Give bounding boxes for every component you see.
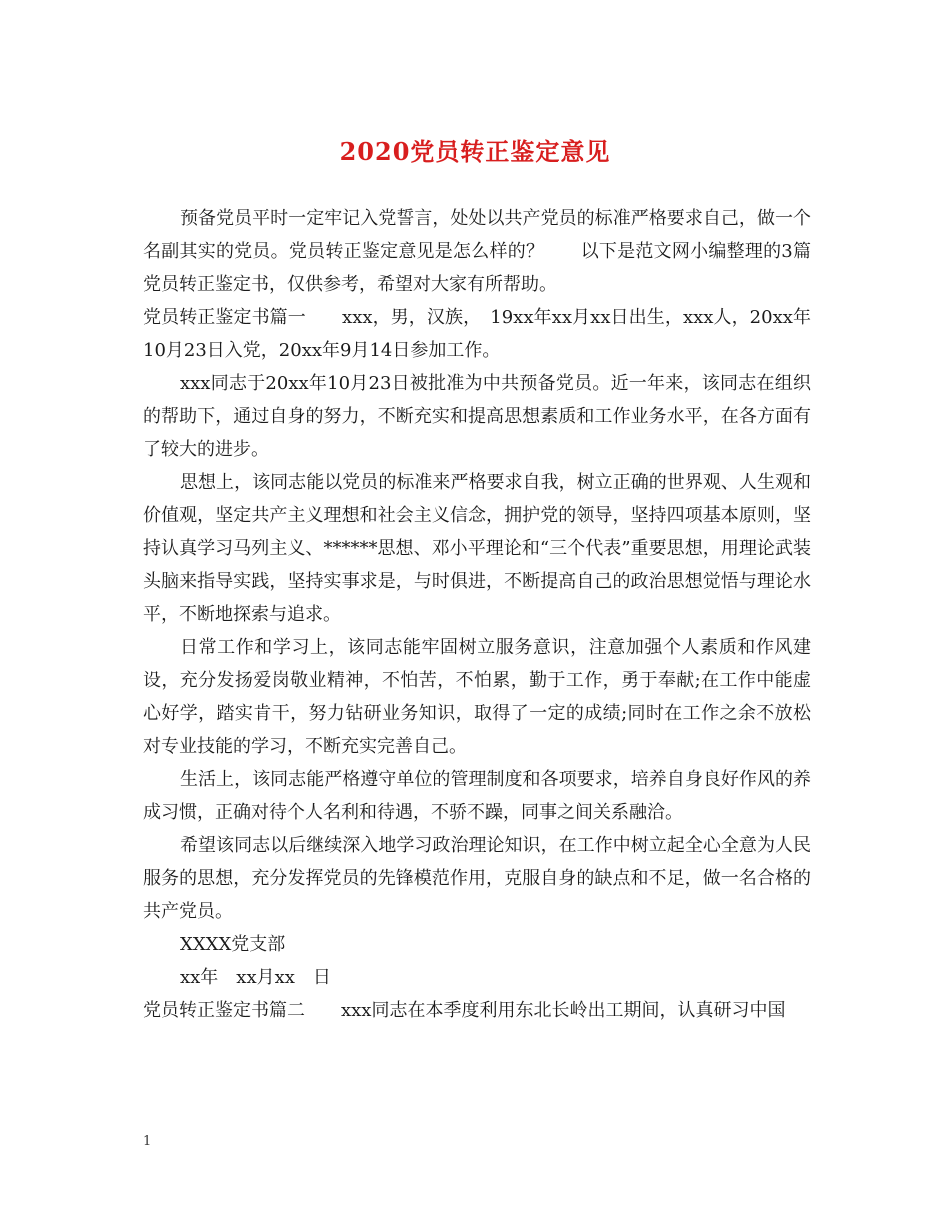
document-title: 2020党员转正鉴定意见 xyxy=(339,137,611,166)
page-number: 1 xyxy=(143,1134,152,1149)
paragraph-section-two-header: 党员转正鉴定书篇二 xxx同志在本季度利用东北长岭出工期间，认真研习中国 xyxy=(143,1000,786,1021)
paragraph-intro: 预备党员平时一定牢记入党誓言，处处以共产党员的标准严格要求自己，做一个名副其实的党员。党员转正鉴定意见是怎么样的？ 以下是范文网小编整理的3篇党员转正鉴定书，仅供参考，希望对大家有所帮助。 xyxy=(143,208,811,295)
paragraph-ideology: 思想上，该同志能以党员的标准来严格要求自我，树立正确的世界观、人生观和价值观，坚定共产主义理想和社会主义信念，拥护党的领导，坚持四项基本原则，坚持认真学习马列主义、******思想、邓小平理论和“三个代表”重要思想，用理论武装头脑来指导实践，坚持实事求是，与时俱进，不断提高自己的政治思想觉悟与理论水平，不断地探索与追求。 xyxy=(143,472,811,625)
paragraph-section-one-header: 党员转正鉴定书篇一 xxx，男，汉族， 19xx年xx月xx日出生，xxx人，20xx年10月23日入党，20xx年9月14日参加工作。 xyxy=(143,307,811,361)
paragraph-hope: 希望该同志以后继续深入地学习政治理论知识，在工作中树立起全心全意为人民服务的思想，充分发挥党员的先锋模范作用，克服自身的缺点和不足，做一名合格的共产党员。 xyxy=(143,835,811,922)
paragraph-approval: xxx同志于20xx年10月23日被批准为中共预备党员。近一年来，该同志在组织的帮助下，通过自身的努力，不断充实和提高思想素质和工作业务水平，在各方面有了较大的进步。 xyxy=(143,373,811,460)
signature-date: xx年 xx月xx 日 xyxy=(180,967,331,988)
paragraph-life: 生活上，该同志能严格遵守单位的管理制度和各项要求，培养自身良好作风的养成习惯，正确对待个人名利和待遇，不骄不躁，同事之间关系融洽。 xyxy=(143,769,811,823)
paragraph-work-study: 日常工作和学习上，该同志能牢固树立服务意识，注意加强个人素质和作风建设，充分发扬爱岗敬业精神，不怕苦，不怕累，勤于工作，勇于奉献;在工作中能虚心好学，踏实肯干，努力钻研业务知识，取得了一定的成绩;同时在工作之余不放松对专业技能的学习，不断充实完善自己。 xyxy=(143,637,811,757)
signature-branch: XXXX党支部 xyxy=(180,934,286,955)
document-body xyxy=(143,202,811,1027)
